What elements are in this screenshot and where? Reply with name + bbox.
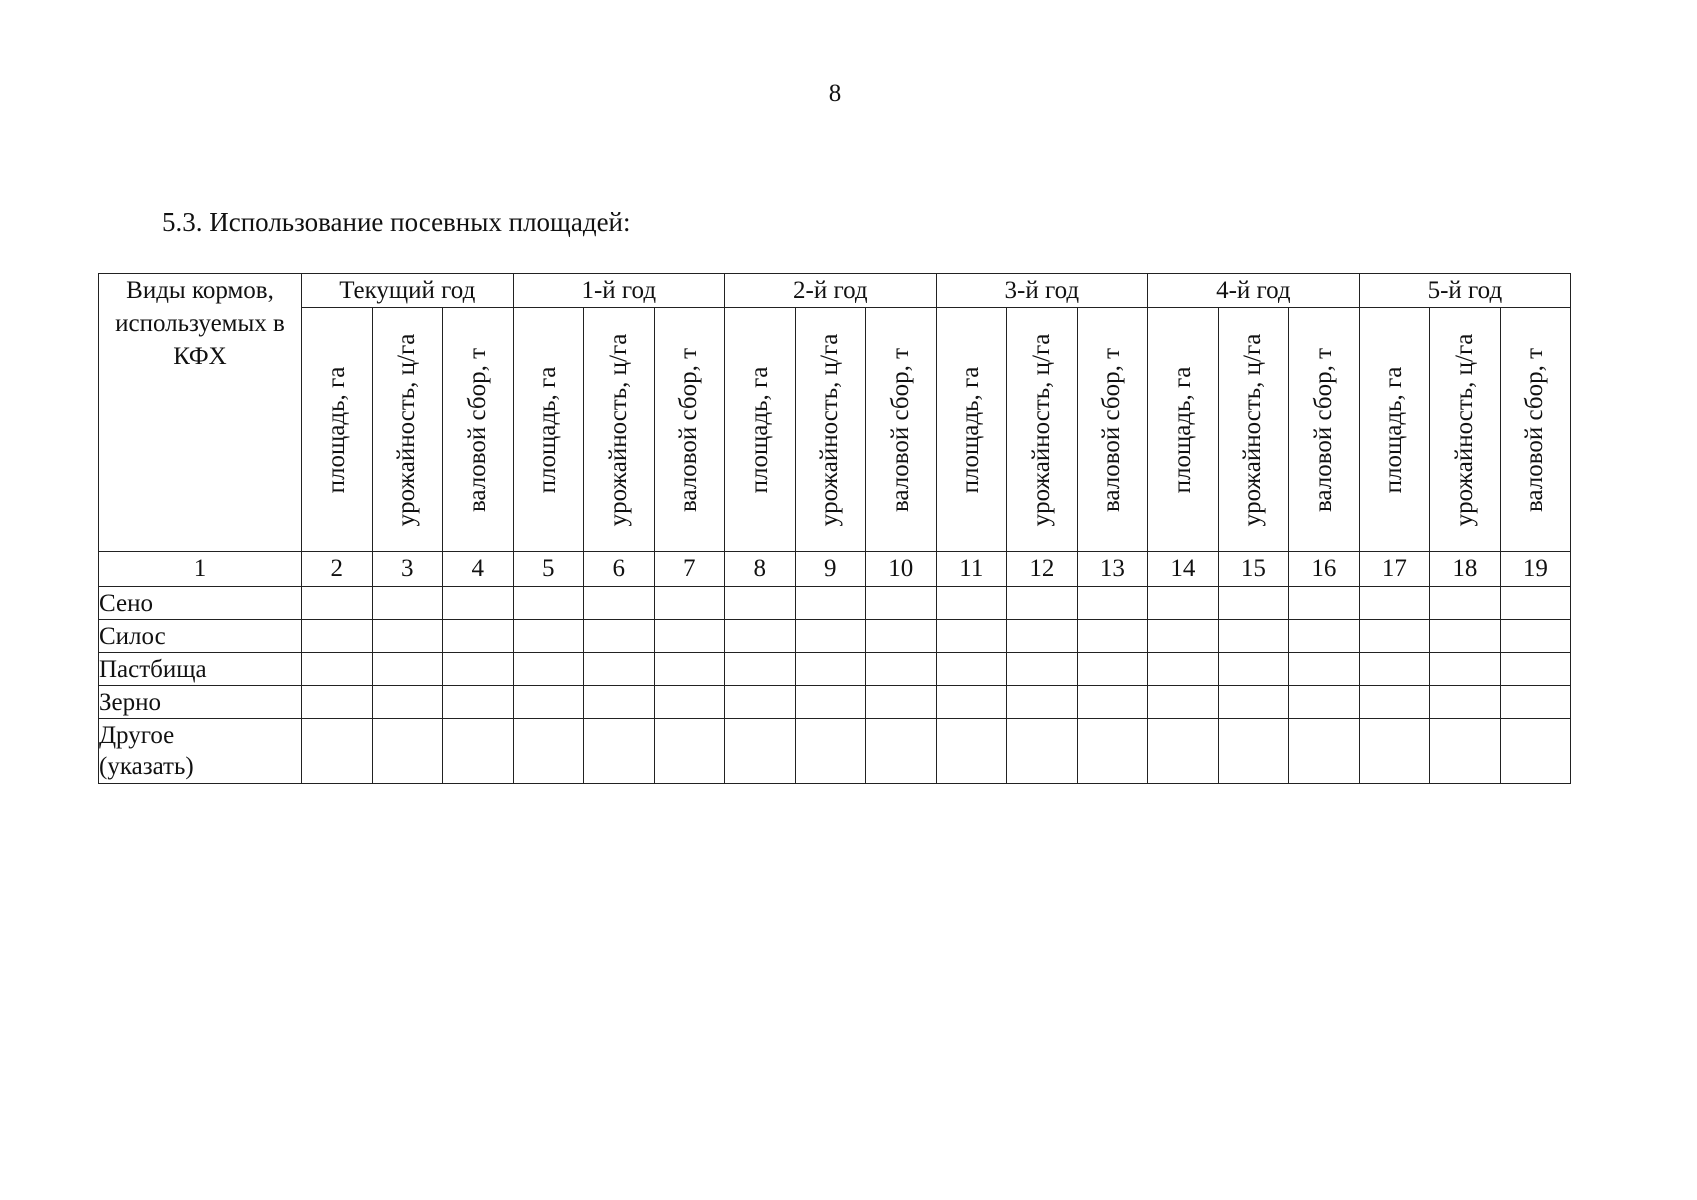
header-metric [1359, 308, 1430, 552]
header-metric [372, 308, 443, 552]
section-title: 5.3. Использование посевных площадей: [162, 207, 631, 237]
column-number: 3 [372, 552, 443, 587]
column-number: 4 [443, 552, 514, 587]
row-label [99, 620, 302, 653]
table-cell-empty [443, 719, 514, 784]
table-cell-empty [654, 620, 725, 653]
table-cell-empty [372, 719, 443, 784]
table-cell-empty [1359, 686, 1430, 719]
table-cell-empty [1359, 653, 1430, 686]
table-cell-empty [795, 719, 866, 784]
column-number: 11 [936, 552, 1007, 587]
table-cell-empty [1430, 719, 1501, 784]
row-label [99, 686, 302, 719]
table-cell-empty [795, 686, 866, 719]
table-cell-empty [936, 620, 1007, 653]
header-metric-label: площадь, га [1380, 366, 1408, 493]
table-cell-empty [1077, 653, 1148, 686]
column-number: 10 [866, 552, 937, 587]
table-cell-empty [513, 686, 584, 719]
table-cell-empty [1077, 719, 1148, 784]
table-cell-empty [302, 719, 373, 784]
table-cell-empty [1359, 620, 1430, 653]
table-cell-empty [654, 686, 725, 719]
table-cell-empty [372, 653, 443, 686]
table-cell-empty [936, 653, 1007, 686]
column-number: 16 [1289, 552, 1360, 587]
table-cell-empty [372, 587, 443, 620]
column-number: 2 [302, 552, 373, 587]
table-cell-empty [866, 620, 937, 653]
header-metric-label: площадь, га [957, 366, 985, 493]
table-cell-empty [725, 719, 796, 784]
header-metric-label: валовой сбор, т [1521, 347, 1549, 512]
table-cell-empty [584, 653, 655, 686]
header-metric-label: валовой сбор, т [1098, 347, 1126, 512]
table-cell-empty [584, 587, 655, 620]
header-metric [1077, 308, 1148, 552]
table-cell-empty [866, 719, 937, 784]
column-number: 1 [99, 552, 302, 587]
table-row [99, 719, 1571, 784]
table-cell-empty [654, 587, 725, 620]
table-cell-empty [513, 653, 584, 686]
table-cell-empty [725, 587, 796, 620]
table-cell-empty [795, 587, 866, 620]
table-cell-empty [1148, 719, 1219, 784]
table-cell-empty [866, 587, 937, 620]
header-metric-label: валовой сбор, т [886, 347, 914, 512]
table-cell-empty [1218, 653, 1289, 686]
table-cell-empty [1077, 686, 1148, 719]
header-metric [654, 308, 725, 552]
table-cell-empty [725, 620, 796, 653]
table-cell-empty [1077, 587, 1148, 620]
header-metric-label: урожайность, ц/га [816, 333, 844, 526]
table-cell-empty [302, 587, 373, 620]
header-metric [1289, 308, 1360, 552]
table-cell-empty [936, 587, 1007, 620]
table-cell-empty [1430, 686, 1501, 719]
header-metric [302, 308, 373, 552]
table-cell-empty [654, 653, 725, 686]
table-cell-empty [866, 653, 937, 686]
column-number: 6 [584, 552, 655, 587]
header-year: 5-й год [1359, 274, 1571, 308]
table-cell-empty [725, 653, 796, 686]
header-metric [1218, 308, 1289, 552]
header-metric-label: площадь, га [534, 366, 562, 493]
table-cell-empty [443, 620, 514, 653]
table-cell-empty [372, 620, 443, 653]
table-cell-empty [1007, 620, 1078, 653]
header-metric [443, 308, 514, 552]
header-year: 2-й год [725, 274, 937, 308]
table-cell-empty [1148, 653, 1219, 686]
table-cell-empty [1359, 719, 1430, 784]
crop-area-table [98, 273, 1571, 784]
table-cell-empty [1148, 587, 1219, 620]
header-metric [795, 308, 866, 552]
header-metric-label: площадь, га [322, 366, 350, 493]
row-label-line: Сено [99, 589, 153, 617]
column-number: 7 [654, 552, 725, 587]
table-cell-empty [1077, 620, 1148, 653]
column-number: 14 [1148, 552, 1219, 587]
table-cell-empty [1289, 587, 1360, 620]
table-cell-empty [1289, 653, 1360, 686]
table-row [99, 686, 1571, 719]
table-row [99, 653, 1571, 686]
table-cell-empty [1148, 686, 1219, 719]
table-cell-empty [1500, 653, 1571, 686]
column-number: 8 [725, 552, 796, 587]
table-cell-empty [1148, 620, 1219, 653]
table-cell-empty [1218, 587, 1289, 620]
header-metric-label: урожайность, ц/га [604, 333, 632, 526]
header-metric [1500, 308, 1571, 552]
column-number: 18 [1430, 552, 1501, 587]
table-cell-empty [1289, 686, 1360, 719]
header-metric-label: урожайность, ц/га [393, 333, 421, 526]
table-cell-empty [1359, 587, 1430, 620]
page-number: 8 [828, 80, 842, 107]
header-metric-label: площадь, га [1168, 366, 1196, 493]
table-cell-empty [1218, 620, 1289, 653]
header-metric-label: валовой сбор, т [463, 347, 491, 512]
table-cell-empty [1430, 653, 1501, 686]
table-cell-empty [936, 719, 1007, 784]
table-cell-empty [513, 620, 584, 653]
table-row [99, 587, 1571, 620]
column-number: 17 [1359, 552, 1430, 587]
table-cell-empty [795, 620, 866, 653]
table-cell-empty [1218, 686, 1289, 719]
column-number: 15 [1218, 552, 1289, 587]
table-cell-empty [513, 719, 584, 784]
header-metric [1007, 308, 1078, 552]
table-cell-empty [936, 686, 1007, 719]
header-metric-label: урожайность, ц/га [1450, 333, 1478, 526]
table-cell-empty [584, 719, 655, 784]
table-cell-empty [654, 719, 725, 784]
table-cell-empty [1430, 587, 1501, 620]
column-number: 9 [795, 552, 866, 587]
table-cell-empty [1289, 620, 1360, 653]
table-cell-empty [372, 686, 443, 719]
column-number: 13 [1077, 552, 1148, 587]
header-metric-label: площадь, га [745, 366, 773, 493]
table-cell-empty [1500, 686, 1571, 719]
header-metric [866, 308, 937, 552]
header-metric [725, 308, 796, 552]
column-number: 19 [1500, 552, 1571, 587]
header-metric [584, 308, 655, 552]
row-label-line: Другое [99, 722, 175, 749]
header-metric [513, 308, 584, 552]
table-cell-empty [1500, 587, 1571, 620]
table-cell-empty [866, 686, 937, 719]
header-metric [1148, 308, 1219, 552]
table-cell-empty [302, 653, 373, 686]
row-label [99, 653, 302, 686]
table-row [99, 620, 1571, 653]
column-number: 5 [513, 552, 584, 587]
table-cell-empty [1430, 620, 1501, 653]
row-label-line: Зерно [99, 688, 161, 716]
table-cell-empty [1289, 719, 1360, 784]
header-year: 4-й год [1148, 274, 1360, 308]
header-metric-label: валовой сбор, т [1309, 347, 1337, 512]
header-metric-label: урожайность, ц/га [1239, 333, 1267, 526]
row-label-line: Пастбища [99, 655, 207, 683]
header-metric [936, 308, 1007, 552]
table-cell-empty [1007, 587, 1078, 620]
header-year: 1-й год [513, 274, 725, 308]
table-cell-empty [443, 653, 514, 686]
row-label [99, 587, 302, 620]
table-cell-empty [513, 587, 584, 620]
row-label-line: Силос [99, 622, 166, 650]
table-cell-empty [1500, 719, 1571, 784]
row-label-line: (указать) [99, 753, 194, 780]
table-cell-empty [443, 686, 514, 719]
header-year: 3-й год [936, 274, 1148, 308]
table-cell-empty [1007, 653, 1078, 686]
table-cell-empty [1007, 686, 1078, 719]
row-label [99, 719, 302, 784]
header-metric-label: урожайность, ц/га [1027, 333, 1055, 526]
header-metric-label: валовой сбор, т [675, 347, 703, 512]
header-year: Текущий год [302, 274, 514, 308]
column-number: 12 [1007, 552, 1078, 587]
header-metric [1430, 308, 1501, 552]
header-feed-kind: Виды кормов, используемых в КФХ [99, 274, 302, 552]
table-cell-empty [443, 587, 514, 620]
table-cell-empty [1007, 719, 1078, 784]
table-cell-empty [584, 686, 655, 719]
table-cell-empty [1218, 719, 1289, 784]
table-cell-empty [1500, 620, 1571, 653]
table-cell-empty [302, 686, 373, 719]
table-cell-empty [302, 620, 373, 653]
table-cell-empty [795, 653, 866, 686]
table-cell-empty [725, 686, 796, 719]
table-cell-empty [584, 620, 655, 653]
